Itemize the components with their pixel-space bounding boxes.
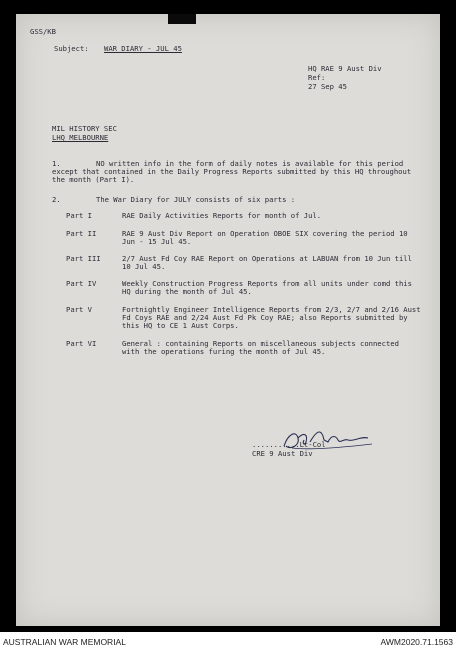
para2-text: The War Diary for JULY consists of six parts :: [96, 195, 296, 204]
part-2-label: Part II: [66, 229, 97, 238]
ref-label: Ref:: [308, 73, 326, 82]
part-2-text: RAE 9 Aust Div Report on Operation OBOE SIX covering the period 10 Jun - 15 Jul 45.: [122, 229, 408, 246]
part-1-label: Part I: [66, 211, 92, 220]
subject-label: Subject:: [54, 44, 89, 53]
signature-title: CRE 9 Aust Div: [252, 449, 313, 458]
footer-institution: AUSTRALIAN WAR MEMORIAL: [3, 637, 126, 647]
binding-tab: [168, 14, 196, 24]
para1-text: NO written info in the form of daily notes is available for this period except that contained in the Daily Progress Reports submitted by this HQ throughout the month (Part I).: [52, 159, 412, 184]
part-1-text: RAE Daily Activities Reports for month of Jul.: [122, 211, 322, 220]
part-4-label: Part IV: [66, 279, 97, 288]
signature-rank: ...........Lt-Col: [252, 440, 326, 449]
part-4-text: Weekly Construction Progress Reports from all units under comd this HQ during the month of Jul 45.: [122, 279, 412, 296]
part-5-label: Part V: [66, 305, 92, 314]
document-date: 27 Sep 45: [308, 82, 347, 91]
para1-number: 1.: [52, 159, 61, 168]
ref-code: GSS/KB: [30, 27, 56, 36]
document-page: [16, 14, 440, 626]
part-5-text: Fortnightly Engineer Intelligence Reports from 2/3, 2/7 and 2/16 Aust Fd Coys RAE and 2/24 Aust Fd Pk Coy RAE; also Reports submitted by this HQ to CE 1 Aust Corps.: [122, 305, 421, 330]
archive-footer: [0, 632, 456, 653]
addressee-line-2: LHQ MELBOURNE: [52, 133, 109, 142]
part-3-text: 2/7 Aust Fd Coy RAE Report on Operations at LABUAN from 10 Jun till 10 Jul 45.: [122, 254, 412, 271]
from-unit: HQ RAE 9 Aust Div: [308, 64, 382, 73]
para2-number: 2.: [52, 195, 61, 204]
addressee-line-1: MIL HISTORY SEC: [52, 124, 117, 133]
footer-accession-number: AWM2020.71.1563: [380, 637, 453, 647]
subject-value: WAR DIARY - JUL 45: [104, 44, 182, 53]
part-3-label: Part III: [66, 254, 101, 263]
part-6-label: Part VI: [66, 339, 97, 348]
part-6-text: General : containing Reports on miscellaneous subjects connected with the operations furing the month of Jul 45.: [122, 339, 399, 356]
